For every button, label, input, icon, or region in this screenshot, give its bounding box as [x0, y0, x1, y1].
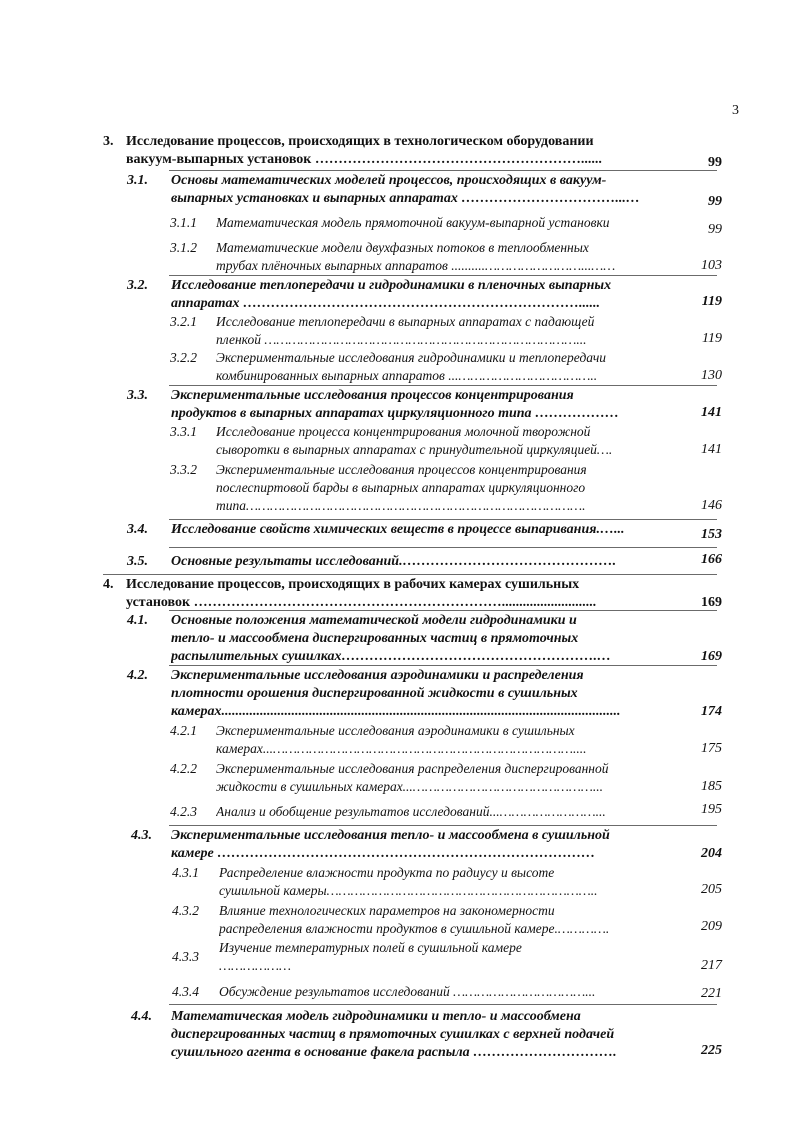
title-line: Математические модели двухфазных потоков в теплообменных — [216, 240, 589, 255]
entry-divider — [169, 665, 717, 666]
page-ref: 166 — [701, 552, 722, 567]
page-ref: 141 — [701, 442, 722, 457]
page-ref: 99 — [708, 155, 722, 170]
title-line: Экспериментальные исследования процессов концентрирования — [171, 388, 574, 403]
section-number: 3.2. — [127, 278, 148, 293]
page-ref: 217 — [701, 958, 722, 973]
title-line: Экспериментальные исследования аэродинамики в сушильных — [216, 723, 575, 738]
title-line: Основные положения математической модели гидродинамики и — [171, 613, 577, 628]
page-ref: 169 — [701, 649, 722, 664]
entry-title — [216, 722, 686, 758]
section-number: 4.3.3 — [172, 949, 199, 964]
entry-title — [216, 349, 686, 385]
title-line: Исследование процесса концентрирования молочной творожной — [216, 424, 591, 439]
section-number: 4.2.1 — [170, 723, 197, 738]
entry-title — [126, 133, 686, 169]
entry-title — [216, 423, 688, 459]
page-ref: 130 — [701, 368, 722, 383]
entry-divider — [169, 1004, 717, 1005]
title-line: распылительных сушилках……………………………………………….… — [171, 649, 612, 664]
title-line: выпарных установках и выпарных аппаратах ……………………………...… — [171, 191, 640, 206]
entry-title — [216, 214, 692, 232]
entry-divider — [169, 385, 717, 386]
section-number: 3.1. — [127, 173, 148, 188]
title-line: камере ……………………………………………………………………… — [171, 846, 596, 861]
title-line: Основы математических моделей процессов, происходящих в вакуум- — [171, 173, 607, 188]
entry-title — [171, 827, 687, 863]
title-line: Исследование процессов, происходящих в рабочих камерах сушильных — [126, 577, 580, 592]
section-number: 4.4. — [131, 1009, 152, 1024]
title-line: установок …………………………………………………………........................... — [126, 595, 597, 610]
title-line: Исследование теплопередачи в выпарных аппаратах с падающей — [216, 314, 595, 329]
title-line: Анализ и обобщение результатов исследований...……………………... — [216, 804, 606, 819]
title-line: распределения влажности продуктов в сушильной камере.…………. — [219, 921, 610, 936]
entry-title — [126, 576, 686, 612]
title-line: ……………… — [219, 958, 292, 973]
entry-title — [171, 667, 687, 721]
page-ref: 204 — [701, 846, 722, 861]
title-line: тепло- и массообмена диспергированных частиц в прямоточных — [171, 631, 579, 646]
entry-title — [171, 521, 687, 539]
entry-title — [216, 803, 686, 821]
section-number: 3.4. — [127, 522, 148, 537]
section-number: 3. — [103, 134, 114, 149]
section-number: 4.2. — [127, 668, 148, 683]
title-line: диспергированных частиц в прямоточных сушилках с верхней подачей — [171, 1027, 615, 1042]
entry-title — [219, 864, 686, 900]
section-number: 3.5. — [127, 554, 148, 569]
title-line: сушильной камеры………………………………………………………….. — [219, 883, 598, 898]
entry-title — [219, 983, 686, 1001]
entry-title — [171, 387, 686, 423]
entry-title — [171, 172, 686, 208]
page-ref: 141 — [701, 405, 722, 420]
page-ref: 174 — [701, 704, 722, 719]
entry-divider — [169, 170, 717, 171]
page-ref: 99 — [708, 222, 722, 237]
title-line: Математическая модель гидродинамики и тепло- и массообмена — [171, 1009, 581, 1024]
title-line: Экспериментальные исследования распределения диспергированной — [216, 761, 609, 776]
title-line: Исследование свойств химических веществ в процессе выпаривания.…... — [171, 522, 625, 537]
section-number: 3.3. — [127, 388, 148, 403]
title-line: Основные результаты исследований.………………………………………. — [171, 554, 617, 569]
title-line: Математическая модель прямоточной вакуум-выпарной установки — [216, 215, 610, 230]
section-number: 3.1.1 — [170, 215, 197, 230]
title-line: Распределение влажности продукта по радиусу и высоте — [219, 865, 555, 880]
page-number: 3 — [732, 103, 739, 118]
section-number: 3.3.2 — [170, 462, 197, 477]
section-number: 4.2.2 — [170, 761, 197, 776]
title-line: Влияние технологических параметров на закономерности — [219, 903, 555, 918]
page-ref: 103 — [701, 258, 722, 273]
title-line: камерах...………………………………………………………………….... — [216, 741, 587, 756]
title-line: Обсуждение результатов исследований ……………………………... — [219, 984, 596, 999]
entry-title — [219, 939, 686, 975]
section-number: 3.2.1 — [170, 314, 197, 329]
page-ref: 195 — [701, 802, 722, 817]
entry-divider — [169, 519, 717, 520]
title-line: Исследование процессов, происходящих в технологическом оборудовании — [126, 134, 594, 149]
entry-title — [216, 760, 686, 796]
entry-title — [171, 612, 687, 666]
entry-divider — [169, 825, 717, 826]
page-ref: 185 — [701, 779, 722, 794]
section-number: 4.1. — [127, 613, 148, 628]
title-line: плотности орошения диспергированной жидкости в сушильных — [171, 686, 578, 701]
section-number: 4.3.1 — [172, 865, 199, 880]
page-ref: 169 — [701, 595, 722, 610]
title-line: Исследование теплопередачи и гидродинамики в пленочных выпарных — [171, 278, 612, 293]
title-line: Экспериментальные исследования гидродинамики и теплопередачи — [216, 350, 607, 365]
section-number: 3.1.2 — [170, 240, 197, 255]
title-line: Экспериментальные исследования аэродинамики и распределения — [171, 668, 584, 683]
section-number: 4.3. — [131, 828, 152, 843]
section-number: 4. — [103, 577, 114, 592]
title-line: аппаратах ………………………………………………………………...... — [171, 296, 600, 311]
title-line: камерах.................................................................................................................. — [171, 704, 621, 719]
title-line: жидкости в сушильных камерах...………………………………………... — [216, 779, 603, 794]
title-line: Экспериментальные исследования процессов концентрирования — [216, 462, 587, 477]
title-line: сушильного агента в основание факела распыла …………………………. — [171, 1045, 617, 1060]
page-ref: 99 — [708, 194, 722, 209]
title-line: сыворотки в выпарных аппаратах с принудительной циркуляцией…. — [216, 442, 613, 457]
entry-title — [219, 902, 686, 938]
entry-title — [171, 277, 686, 313]
page-ref: 225 — [701, 1043, 722, 1058]
entry-title — [216, 239, 686, 275]
page-ref: 209 — [701, 919, 722, 934]
title-line: продуктов в выпарных аппаратах циркуляционного типа ……………… — [171, 406, 620, 421]
page-ref: 153 — [701, 527, 722, 542]
page-ref: 119 — [702, 331, 722, 346]
entry-divider — [103, 574, 717, 575]
entry-title — [171, 553, 687, 571]
title-line: Экспериментальные исследования тепло- и массообмена в сушильной — [171, 828, 610, 843]
page-ref: 221 — [701, 986, 722, 1001]
title-line: комбинированных выпарных аппаратов ...…………………………….. — [216, 368, 598, 383]
entry-divider — [169, 547, 717, 548]
entry-title — [216, 313, 686, 349]
title-line: трубах плёночных выпарных аппаратов ..........……………………...…… — [216, 258, 616, 273]
title-line: типа…………………………………………………………………………. — [216, 498, 586, 513]
page-ref: 205 — [701, 882, 722, 897]
section-number: 4.3.2 — [172, 903, 199, 918]
page-ref: 146 — [701, 498, 722, 513]
section-number: 3.3.1 — [170, 424, 197, 439]
section-number: 4.3.4 — [172, 984, 199, 999]
entry-divider — [169, 275, 717, 276]
entry-divider — [169, 610, 717, 611]
title-line: послеспиртовой барды в выпарных аппаратах циркуляционного — [216, 480, 586, 495]
section-number: 4.2.3 — [170, 804, 197, 819]
entry-title — [171, 1008, 687, 1062]
title-line: Изучение температурных полей в сушильной камере — [219, 940, 522, 955]
page-ref: 175 — [701, 741, 722, 756]
page-ref: 119 — [701, 294, 722, 309]
title-line: пленкой ……………………………………………………………………... — [216, 332, 587, 347]
title-line: вакуум-выпарных установок …………………………………………………...... — [126, 152, 602, 167]
entry-title — [216, 461, 686, 515]
section-number: 3.2.2 — [170, 350, 197, 365]
